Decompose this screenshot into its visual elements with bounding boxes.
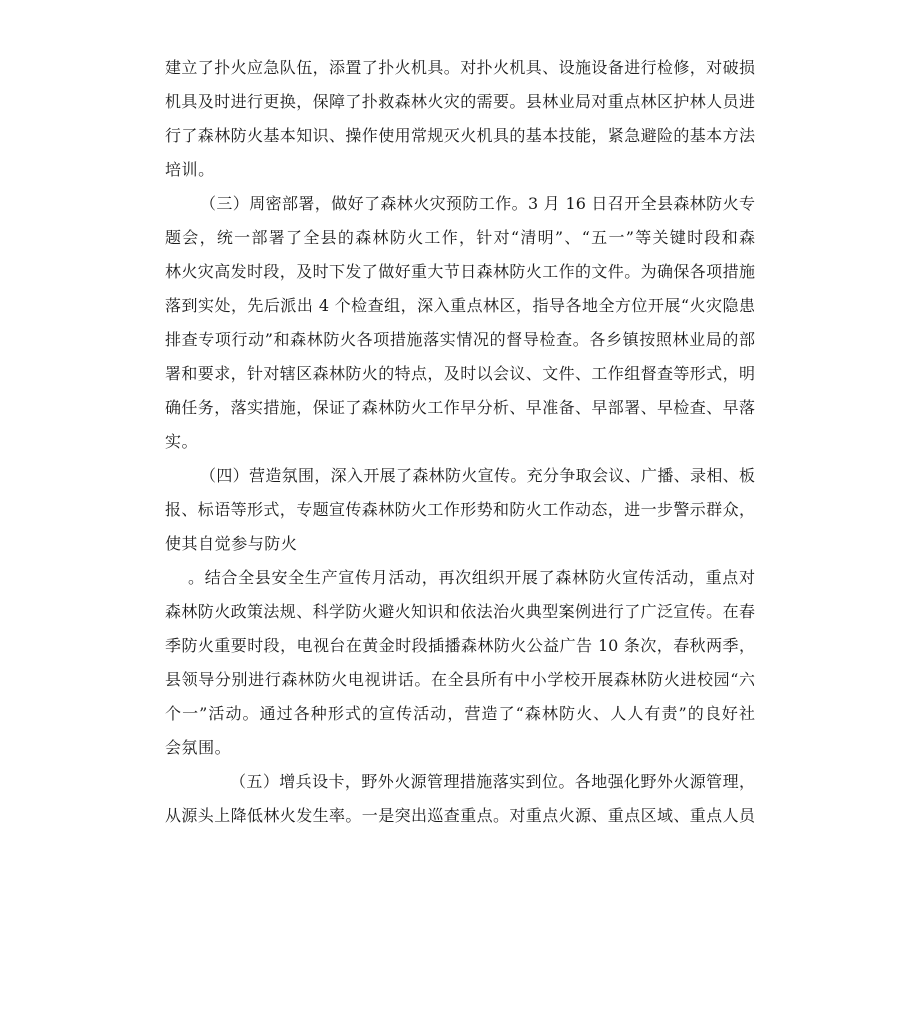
paragraph-heading-line: （三）周密部署，做好了森林火灾预防工作。3 月 16 日召开全县森林防火专 — [200, 194, 755, 213]
text-line: 县领导分别进行森林防火电视讲话。在全县所有中小学校开展森林防火进校园“六 — [165, 670, 755, 689]
text-line: 使其自觉参与防火 — [165, 534, 298, 553]
text-line: 题会，统一部署了全县的森林防火工作，针对“清明”、“五一”等关键时段和森 — [165, 228, 755, 247]
text-line: 会氛围。 — [165, 738, 232, 757]
text-line: 确任务，落实措施，保证了森林防火工作早分析、早准备、早部署、早检查、早落 — [165, 398, 755, 417]
text-line: 从源头上降低林火发生率。一是突出巡查重点。对重点火源、重点区域、重点人员 — [165, 806, 755, 825]
text-line: 行了森林防火基本知识、操作使用常规灭火机具的基本技能，紧急避险的基本方法 — [165, 126, 755, 145]
text-line: 森林防火政策法规、科学防火避火知识和依法治火典型案例进行了广泛宣传。在春 — [165, 602, 755, 621]
text-line: 个一”活动。通过各种形式的宣传活动，营造了“森林防火、人人有责”的良好社 — [165, 704, 755, 723]
text-line: 署和要求，针对辖区森林防火的特点，及时以会议、文件、工作组督查等形式，明 — [165, 364, 755, 383]
text-line: 培训。 — [165, 160, 215, 179]
text-line: 落到实处，先后派出 4 个检查组，深入重点林区，指导各地全方位开展“火灾隐患 — [165, 296, 755, 315]
text-line: 机具及时进行更换，保障了扑救森林火灾的需要。县林业局对重点林区护林人员进 — [165, 92, 755, 111]
text-line: 实。 — [165, 432, 199, 451]
text-line: 报、标语等形式，专题宣传森林防火工作形势和防火工作动态，进一步警示群众， — [165, 500, 755, 519]
text-line: 。结合全县安全生产宣传月活动，再次组织开展了森林防火宣传活动，重点对 — [188, 568, 755, 587]
text-line: 建立了扑火应急队伍，添置了扑火机具。对扑火机具、设施设备进行检修，对破损 — [165, 58, 755, 77]
text-line: 季防火重要时段，电视台在黄金时段插播森林防火公益广告 10 条次，春秋两季， — [165, 636, 755, 655]
text-line: 排查专项行动”和森林防火各项措施落实情况的督导检查。各乡镇按照林业局的部 — [165, 330, 755, 349]
text-line: 林火灾高发时段，及时下发了做好重大节日森林防火工作的文件。为确保各项措施 — [165, 262, 755, 281]
paragraph-heading-line: （五）增兵设卡，野外火源管理措施落实到位。各地强化野外火源管理， — [230, 772, 755, 791]
paragraph-heading-line: （四）营造氛围，深入开展了森林防火宣传。充分争取会议、广播、录相、板 — [200, 466, 755, 485]
